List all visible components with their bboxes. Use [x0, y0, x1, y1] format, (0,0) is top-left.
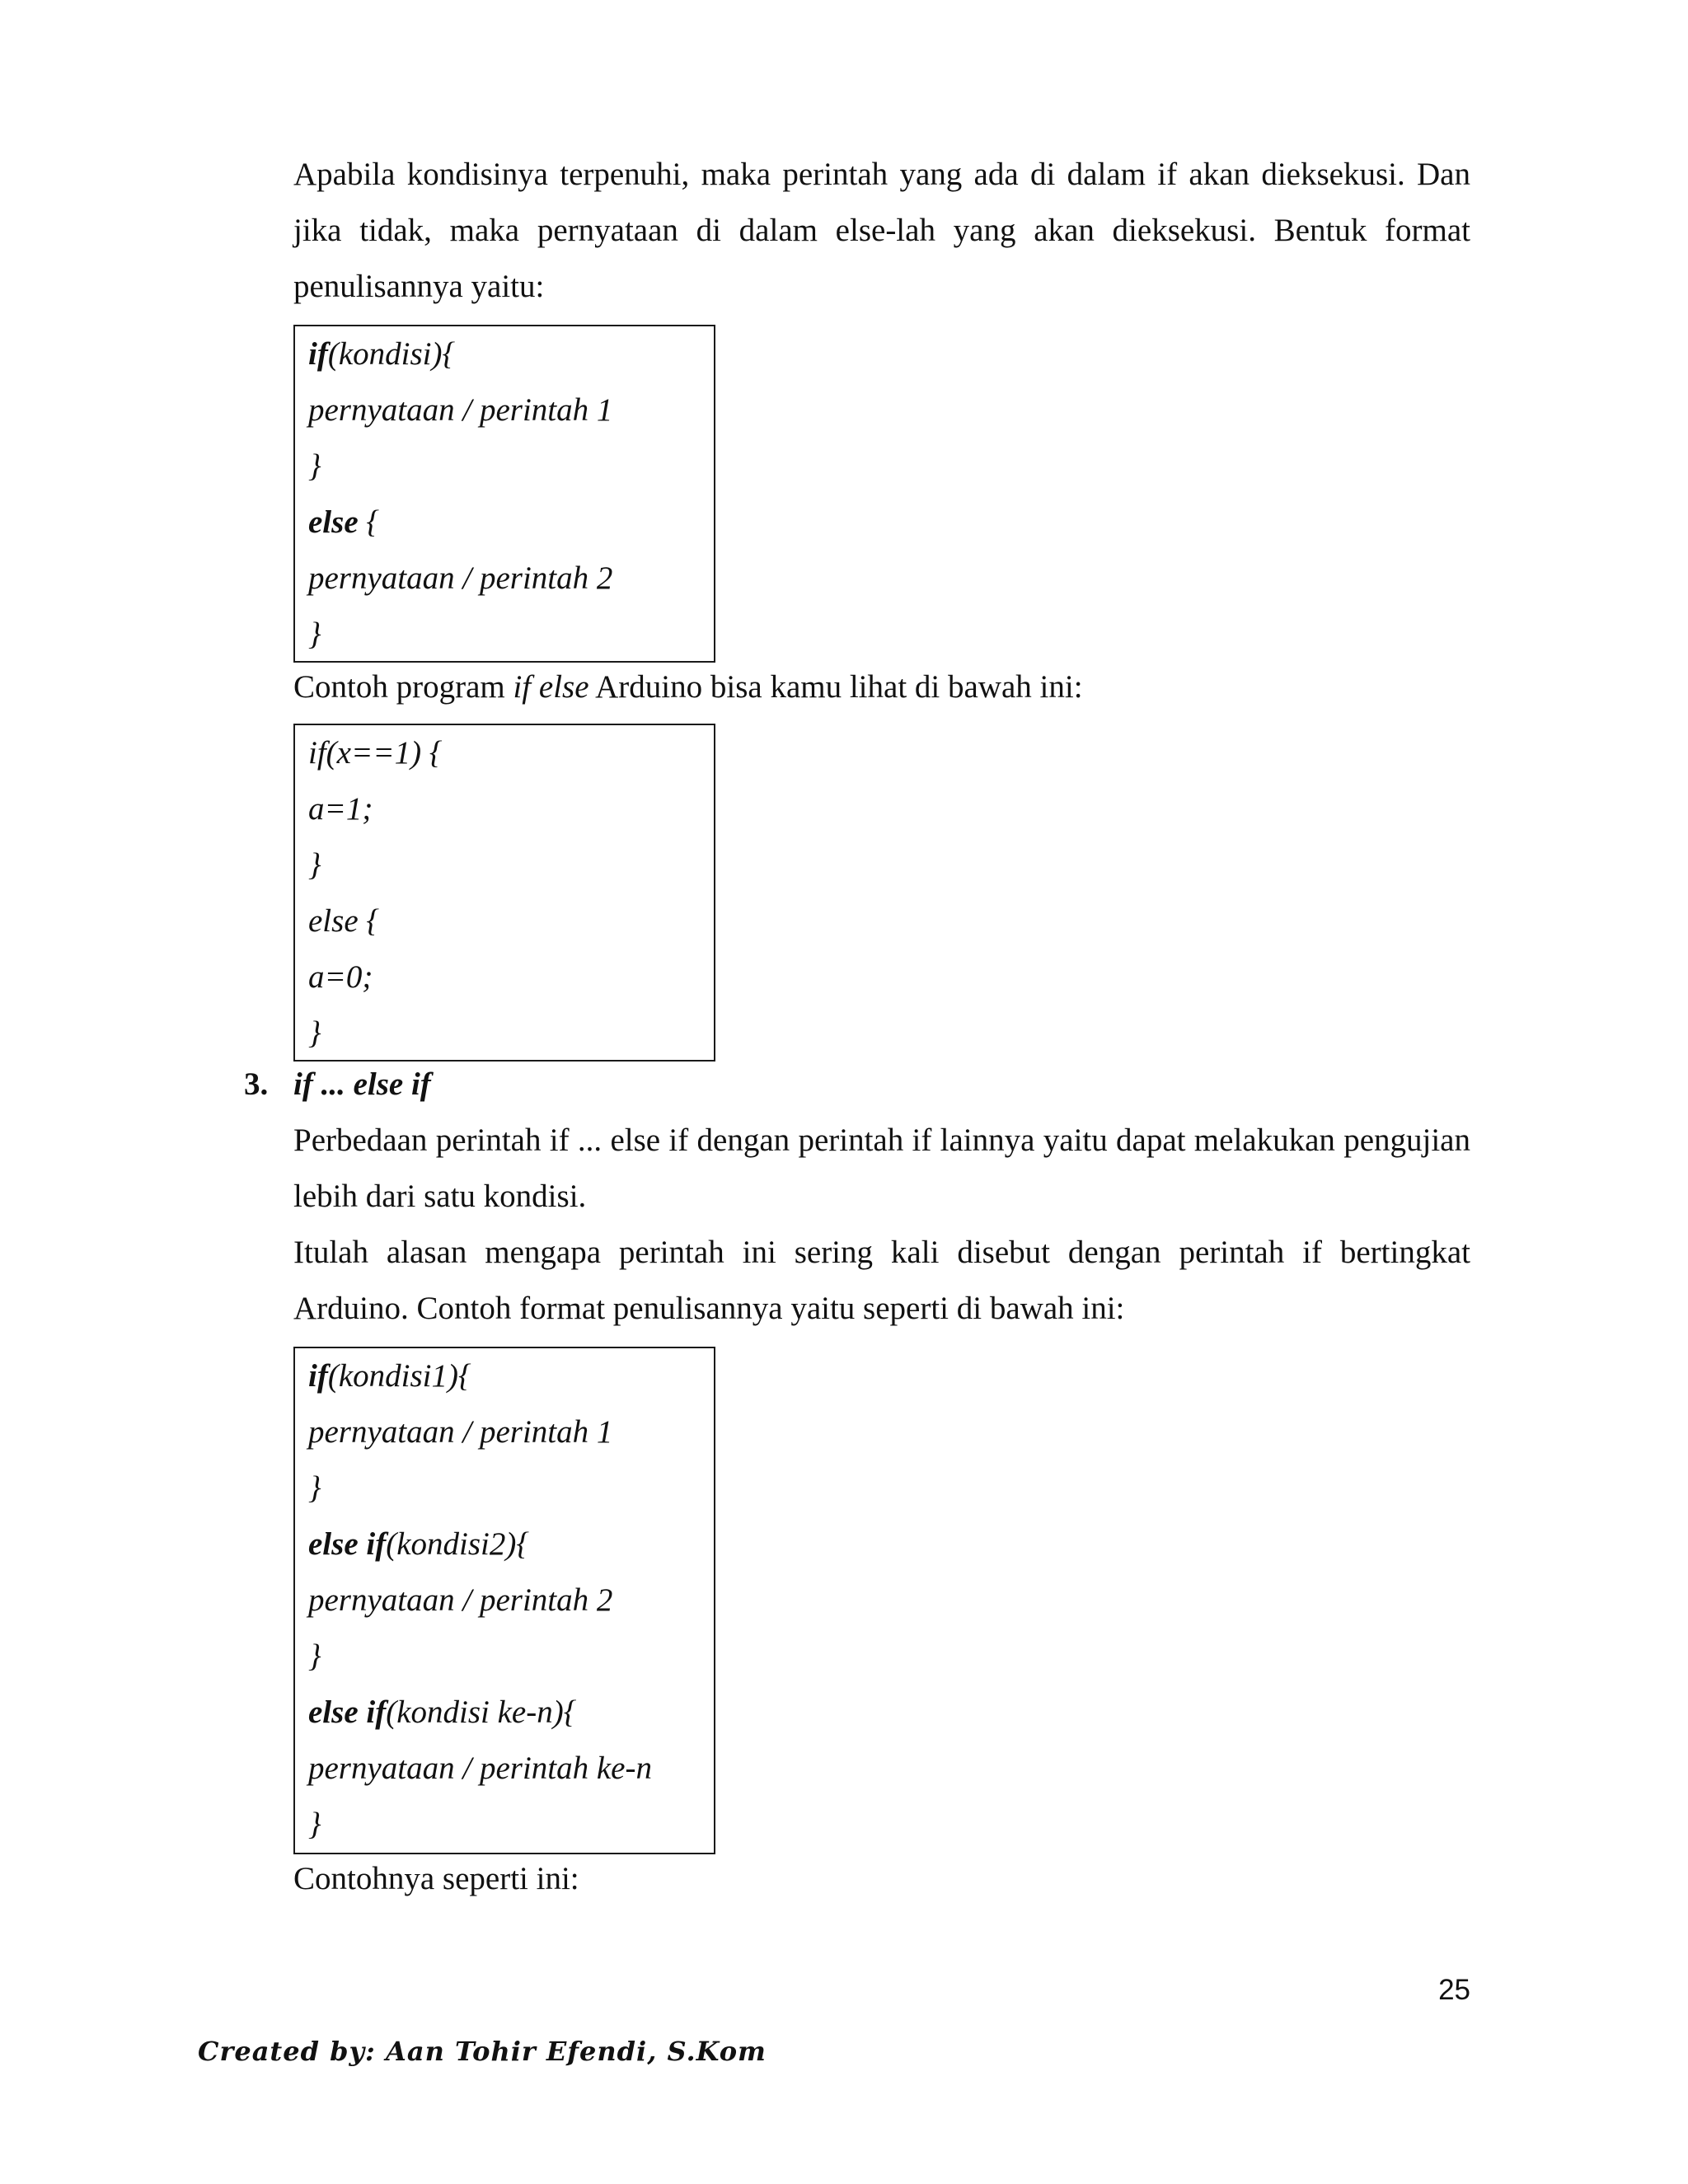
example-intro-paragraph [293, 659, 1470, 715]
code-line: } [308, 1638, 321, 1674]
section-3-heading [244, 1057, 431, 1113]
code-line: pernyataan / perintah 2 [308, 1582, 613, 1618]
code-box-if-else-example [293, 724, 715, 1062]
intro-line-3: penulisannya yaitu: [293, 269, 545, 304]
code-line: a=1; [308, 791, 373, 827]
code-line [308, 494, 714, 551]
code-line: pernyataan / perintah 1 [308, 1414, 613, 1450]
code-line [308, 1685, 714, 1741]
code-line: } [308, 1015, 321, 1051]
code-text: (kondisi ke-n){ [386, 1694, 577, 1730]
code-text: (kondisi1){ [327, 1358, 471, 1394]
code-line: else { [308, 903, 379, 939]
example-intro-after: Arduino bisa kamu lihat di bawah ini: [588, 669, 1083, 705]
footer-credit: Created by: Aan Tohir Efendi, S.Kom [198, 2036, 767, 2067]
closing-paragraph [293, 1851, 1470, 1907]
example-intro-line [293, 659, 1470, 715]
code-text: (kondisi){ [327, 336, 456, 372]
section-3-line-4: Arduino. Contoh format penulisannya yaitu seperti di bawah ini: [293, 1291, 1125, 1326]
intro-paragraph [293, 147, 1470, 315]
code-line: } [308, 616, 321, 652]
section-title: if ... else if [293, 1066, 431, 1102]
code-line: } [308, 1470, 321, 1506]
page-number: 25 [1438, 1974, 1470, 2006]
section-3-line-3: Itulah alasan mengapa perintah ini sering kali disebut dengan perintah if bertingkat [293, 1235, 1470, 1270]
section-3-paragraph [293, 1113, 1470, 1337]
code-keyword: if [308, 1358, 328, 1394]
code-line: } [308, 1807, 321, 1842]
code-text: (kondisi2){ [386, 1526, 529, 1562]
code-keyword: else if [308, 1694, 387, 1730]
code-text: { [358, 504, 379, 540]
code-line [308, 1348, 714, 1404]
section-3-line-1: Perbedaan perintah if ... else if dengan perintah if lainnya yaitu dapat melakukan pengujian [293, 1122, 1470, 1158]
code-line [308, 1516, 714, 1572]
code-keyword: else if [308, 1526, 387, 1562]
code-line: } [308, 847, 321, 883]
closing-line: Contohnya seperti ini: [293, 1861, 579, 1896]
intro-line-1: Apabila kondisinya terpenuhi, maka perintah yang ada di dalam if akan dieksekusi. Dan [293, 157, 1470, 192]
example-intro-italic: if else [513, 669, 589, 705]
code-keyword: if [308, 336, 328, 372]
section-3-line-2: lebih dari satu kondisi. [293, 1179, 587, 1214]
code-line: pernyataan / perintah ke-n [308, 1750, 652, 1786]
example-intro-before: Contoh program [293, 669, 513, 705]
code-line: if(x==1) { [308, 735, 443, 771]
code-box-if-else-format [293, 325, 715, 663]
section-number: 3. [244, 1066, 269, 1102]
code-line [308, 326, 714, 382]
code-box-else-if-format [293, 1347, 715, 1854]
code-line: pernyataan / perintah 1 [308, 392, 613, 428]
intro-line-2: jika tidak, maka pernyataan di dalam else-lah yang akan dieksekusi. Bentuk format [293, 213, 1470, 248]
code-line: pernyataan / perintah 2 [308, 560, 613, 596]
code-line: a=0; [308, 959, 373, 995]
code-line: } [308, 448, 321, 484]
code-keyword: else [308, 504, 359, 540]
